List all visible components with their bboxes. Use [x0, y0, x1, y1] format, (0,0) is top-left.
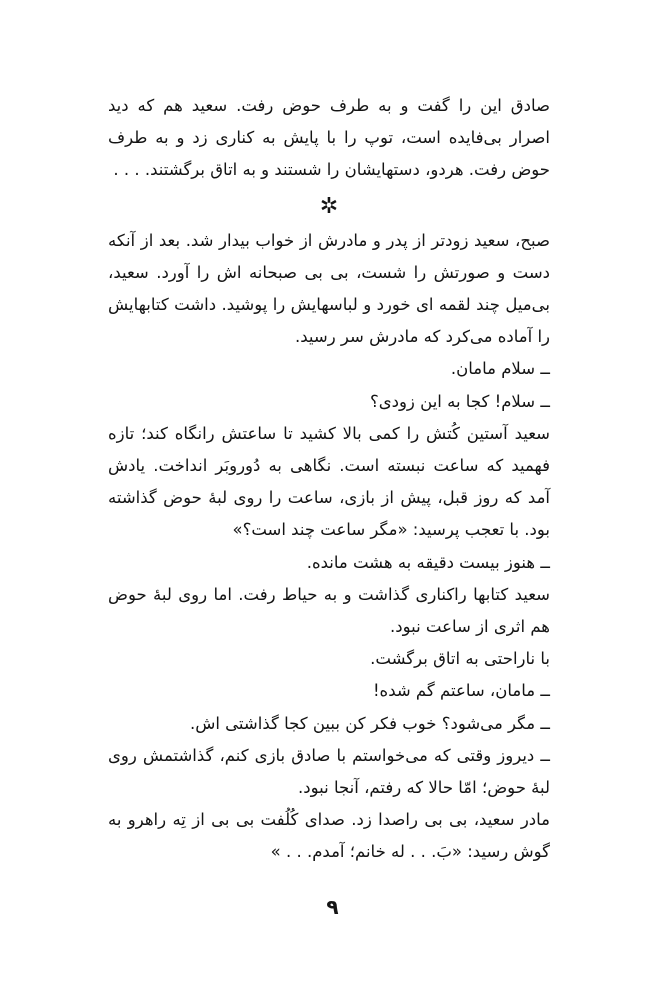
paragraph-1: صادق این را گفت و به طرف حوض رفت. سعید هم که دید اصرار بی‌فایده است، توپ را با پایش به کناری زد و به طرف حوض رفت. هردو، دستهایشان را شستند و به اتاق برگشتند. . . .	[108, 96, 550, 180]
page-number: ۹	[326, 895, 339, 919]
paragraph-5: با ناراحتی به اتاق برگشت.	[370, 649, 550, 669]
paragraph-6: مادر سعید، بی بی راصدا زد. صدای کُلُفت بی بی از تِه راهرو به گوش رسید: «بَ. . . له خانم؛ آمدم. . . »	[108, 810, 550, 862]
dialog-line-4: ــ مامان، ساعتم گم شده!	[372, 681, 550, 701]
paragraph-3: سعید آستین کُتش را کمی بالا کشید تا ساعتش رانگاه کند؛ تازه فهمید که ساعت نبسته است. نگاهی به دُوروبَر انداخت. یادش آمد که روز قبل، پیش از بازی، ساعت را روی لبهٔ حوض گذاشته بود. با تعجب پرسید: «مگر ساعت چند است؟»	[108, 423, 550, 540]
body-text	[108, 90, 550, 869]
dialog-line-2: ــ سلام! کجا به این زودی؟	[369, 391, 550, 411]
section-ornament-icon: ✲	[319, 193, 339, 219]
paragraph-4: سعید کتابها راکناری گذاشت و به حیاط رفت. اما روی لبهٔ حوض هم اثری از ساعت نبود.	[108, 584, 550, 637]
paragraph-2: صبح، سعید زودتر از پدر و مادرش از خواب بیدار شد. بعد از آنکه دست و صورتش را شست، بی بی صبحانه اش را آورد. سعید، بی‌میل چند لقمه ای خورد و لباسهایش را پوشید. داشت کتابهایش را آماده می‌کرد که مادرش سر رسید.	[108, 230, 550, 347]
dialog-line-5: ــ مگر می‌شود؟ خوب فکر کن ببین کجا گذاشتی اش.	[189, 713, 550, 733]
dialog-line-3: ــ هنوز بیست دقیقه به هشت مانده.	[306, 552, 550, 572]
dialog-line-1: ــ سلام مامان.	[450, 359, 550, 379]
dialog-line-6: ــ دیروز وقتی که می‌خواستم با صادق بازی کنم، گذاشتمش روی لبهٔ حوض؛ امّا حالا که رفتم، آنجا نبود.	[108, 745, 550, 798]
